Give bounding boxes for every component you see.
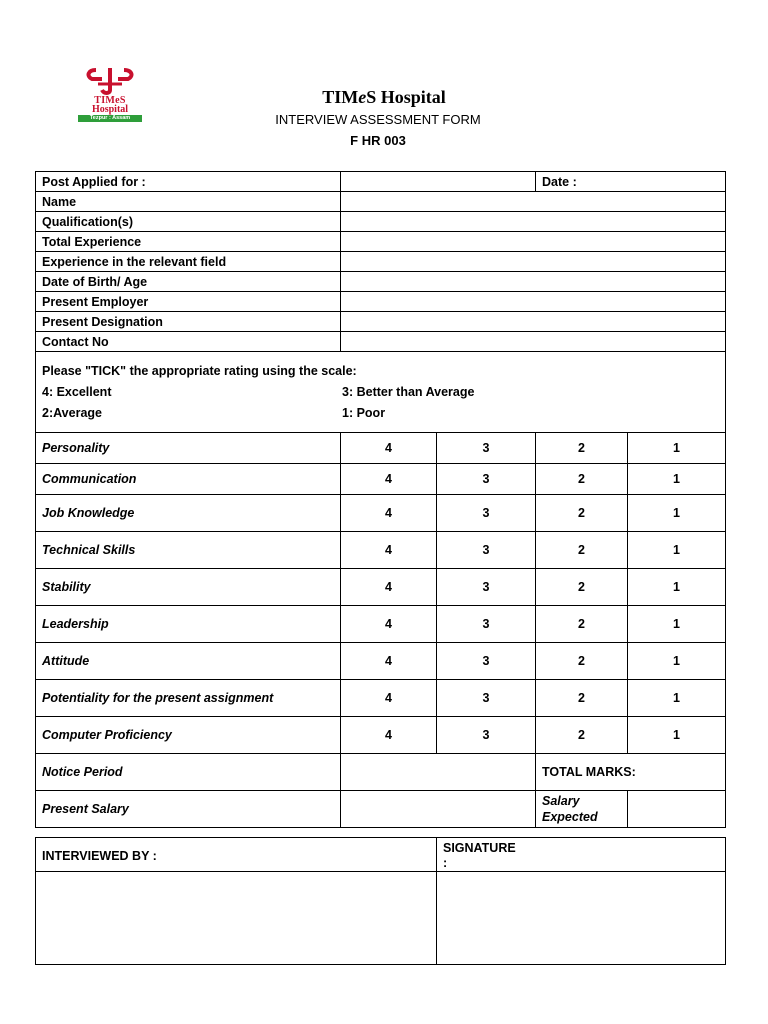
input-relevant-experience[interactable] xyxy=(341,252,726,272)
label-total-experience: Total Experience xyxy=(36,232,341,252)
logo-text-times: TIMeS xyxy=(94,95,126,106)
row-post-applied xyxy=(36,172,726,192)
input-post-applied[interactable] xyxy=(341,172,536,192)
label-post-applied: Post Applied for : xyxy=(36,172,341,192)
form-title: INTERVIEW ASSESSMENT FORM xyxy=(275,112,481,127)
title-italic: e xyxy=(358,87,367,107)
rating-option-4[interactable]: 4 xyxy=(341,606,437,643)
label-notice-period: Notice Period xyxy=(36,754,341,791)
row-signature-header xyxy=(36,838,726,872)
input-total-experience[interactable] xyxy=(341,232,726,252)
input-present-salary[interactable] xyxy=(341,791,536,828)
rating-option-2[interactable]: 2 xyxy=(536,433,628,464)
scale-poor: 1: Poor xyxy=(342,405,386,420)
hospital-name xyxy=(0,87,768,108)
rating-option-4[interactable]: 4 xyxy=(341,495,437,532)
input-notice-period[interactable] xyxy=(341,754,536,791)
logo-tagline: Tezpur : Assam xyxy=(78,115,142,122)
title-suffix: S Hospital xyxy=(366,87,446,107)
label-contact-no: Contact No xyxy=(36,332,341,352)
label-dob-age: Date of Birth/ Age xyxy=(36,272,341,292)
row-signature-space xyxy=(36,872,726,965)
rating-option-2[interactable]: 2 xyxy=(536,606,628,643)
rating-row xyxy=(36,717,726,754)
title-prefix: TIM xyxy=(322,87,359,107)
scale-average: 2:Average xyxy=(42,405,102,420)
input-salary-expected[interactable] xyxy=(628,791,726,828)
row-rating-scale xyxy=(36,352,726,433)
criterion-label: Stability xyxy=(36,569,341,606)
rating-option-3[interactable]: 3 xyxy=(437,464,536,495)
row-name xyxy=(36,192,726,212)
label-qualification: Qualification(s) xyxy=(36,212,341,232)
salary-expected-line1: Salary xyxy=(542,794,580,808)
rating-option-2[interactable]: 2 xyxy=(536,717,628,754)
rating-option-4[interactable]: 4 xyxy=(341,433,437,464)
rating-option-2[interactable]: 2 xyxy=(536,643,628,680)
rating-option-3[interactable]: 3 xyxy=(437,643,536,680)
rating-option-2[interactable]: 2 xyxy=(536,532,628,569)
logo-text-hospital: Hospital xyxy=(91,104,129,115)
rating-row xyxy=(36,569,726,606)
signature-line2: : xyxy=(443,855,448,870)
rating-option-4[interactable]: 4 xyxy=(341,569,437,606)
rating-option-2[interactable]: 2 xyxy=(536,495,628,532)
rating-option-4[interactable]: 4 xyxy=(341,532,437,569)
criterion-label: Leadership xyxy=(36,606,341,643)
row-total-experience xyxy=(36,232,726,252)
rating-row xyxy=(36,464,726,495)
form-code: F HR 003 xyxy=(350,133,406,148)
input-dob-age[interactable] xyxy=(341,272,726,292)
input-name[interactable] xyxy=(341,192,726,212)
input-contact-no[interactable] xyxy=(341,332,726,352)
signature-line1: SIGNATURE xyxy=(443,840,516,855)
rating-option-3[interactable]: 3 xyxy=(437,433,536,464)
rating-option-3[interactable]: 3 xyxy=(437,606,536,643)
label-relevant-experience: Experience in the relevant field xyxy=(36,252,341,272)
assessment-form-table xyxy=(35,171,726,828)
rating-option-1[interactable]: 1 xyxy=(628,717,726,754)
rating-option-3[interactable]: 3 xyxy=(437,532,536,569)
row-qualification xyxy=(36,212,726,232)
rating-option-1[interactable]: 1 xyxy=(628,495,726,532)
rating-option-4[interactable]: 4 xyxy=(341,717,437,754)
scale-instruction: Please "TICK" the appropriate rating using the scale: xyxy=(42,363,357,378)
rating-option-1[interactable]: 1 xyxy=(628,532,726,569)
salary-expected-line2: Expected xyxy=(542,810,598,824)
rating-option-2[interactable]: 2 xyxy=(536,680,628,717)
rating-row xyxy=(36,643,726,680)
input-qualification[interactable] xyxy=(341,212,726,232)
rating-row xyxy=(36,433,726,464)
rating-option-4[interactable]: 4 xyxy=(341,464,437,495)
label-present-employer: Present Employer xyxy=(36,292,341,312)
criterion-label: Job Knowledge xyxy=(36,495,341,532)
label-name: Name xyxy=(36,192,341,212)
rating-row xyxy=(36,532,726,569)
rating-option-3[interactable]: 3 xyxy=(437,717,536,754)
rating-option-1[interactable]: 1 xyxy=(628,433,726,464)
criterion-label: Personality xyxy=(36,433,341,464)
scale-better-than-average: 3: Better than Average xyxy=(342,384,475,399)
rating-option-2[interactable]: 2 xyxy=(536,464,628,495)
row-relevant-experience xyxy=(36,252,726,272)
rating-scale-legend xyxy=(36,352,726,433)
label-signature xyxy=(437,838,726,872)
rating-row xyxy=(36,495,726,532)
row-dob-age xyxy=(36,272,726,292)
label-date[interactable]: Date : xyxy=(536,172,726,192)
scale-excellent: 4: Excellent xyxy=(42,384,112,399)
label-interviewed-by: INTERVIEWED BY : xyxy=(36,838,437,872)
rating-row xyxy=(36,606,726,643)
input-present-employer[interactable] xyxy=(341,292,726,312)
rating-option-1[interactable]: 1 xyxy=(628,643,726,680)
rating-option-3[interactable]: 3 xyxy=(437,495,536,532)
rating-option-1[interactable]: 1 xyxy=(628,464,726,495)
criterion-label: Potentiality for the present assignment xyxy=(36,680,341,717)
label-salary-expected xyxy=(536,791,628,828)
label-present-salary: Present Salary xyxy=(36,791,341,828)
rating-option-4[interactable]: 4 xyxy=(341,680,437,717)
signature-table xyxy=(35,837,726,965)
rating-option-3[interactable]: 3 xyxy=(437,680,536,717)
input-interviewed-by[interactable] xyxy=(36,872,437,965)
rating-option-3[interactable]: 3 xyxy=(437,569,536,606)
input-present-designation[interactable] xyxy=(341,312,726,332)
rating-option-4[interactable]: 4 xyxy=(341,643,437,680)
input-signature[interactable] xyxy=(437,872,726,965)
rating-option-2[interactable]: 2 xyxy=(536,569,628,606)
criterion-label: Communication xyxy=(36,464,341,495)
label-present-designation: Present Designation xyxy=(36,312,341,332)
row-notice-period xyxy=(36,754,726,791)
criterion-label: Technical Skills xyxy=(36,532,341,569)
rating-option-1[interactable]: 1 xyxy=(628,606,726,643)
label-total-marks[interactable]: TOTAL MARKS: xyxy=(536,754,726,791)
rating-row xyxy=(36,680,726,717)
row-contact-no xyxy=(36,332,726,352)
criterion-label: Computer Proficiency xyxy=(36,717,341,754)
rating-option-1[interactable]: 1 xyxy=(628,569,726,606)
row-present-employer xyxy=(36,292,726,312)
row-present-salary xyxy=(36,791,726,828)
row-present-designation xyxy=(36,312,726,332)
rating-option-1[interactable]: 1 xyxy=(628,680,726,717)
criterion-label: Attitude xyxy=(36,643,341,680)
